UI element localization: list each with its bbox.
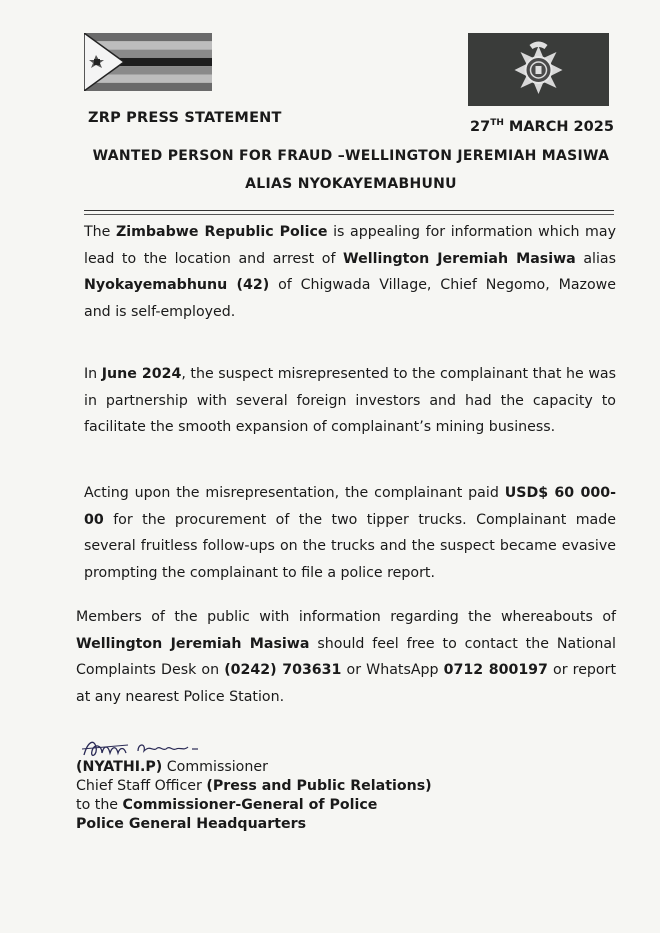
zrp-emblem [468,33,609,106]
date-rest: MARCH 2025 [503,119,614,135]
title-divider [84,210,614,211]
signatory-headquarters: Police General Headquarters [76,816,307,832]
signatory-to: to the [76,797,123,813]
headline-line-2: ALIAS NYOKAYEMABHUNU [245,176,457,192]
signatory-department: (Press and Public Relations) [206,778,432,794]
paragraph-incident: In June 2024, the suspect misrepresented to the complainant that he was in partnership with several foreign investors and had the capacity to facilitate the smooth expansion of complainant’s mining business. [84,366,617,435]
statement-type: ZRP PRESS STATEMENT [88,110,282,126]
date-day: 27 [470,119,491,135]
statement-date [470,118,614,135]
date-suffix: TH [490,118,504,128]
signatory-name: (NYATHI.P) [76,759,163,775]
signatory-rank: Commissioner [162,759,268,775]
paragraph-appeal: The Zimbabwe Republic Police is appealing for information which may lead to the location and arrest of Wellington Jeremiah Masiwa alias Nyokayemabhunu (42) of Chigwada Village, Chief Negomo, Mazowe and is self-employed. [84,224,616,320]
title-divider-secondary [84,214,614,215]
paragraph-contact: Members of the public with information regarding the whereabouts of Wellington Jeremiah Masiwa should feel free to contact the National Complaints Desk on (0242) 703631 or WhatsApp 0712 800197 or report at any nearest Police Station. [76,609,617,705]
police-badge-icon [468,33,609,106]
headline-line-1: WANTED PERSON FOR FRAUD –WELLINGTON JEREMIAH MASIWA [92,148,610,164]
paragraph-payment: Acting upon the misrepresentation, the complainant paid USD$ 60 000-00 for the procurement of the two tipper trucks. Complainant made several fruitless follow-ups on the trucks and the suspect became evasive prompting the complainant to file a police report. [84,485,616,581]
signatory-office: Commissioner-General of Police [122,797,378,813]
signatory-title: Chief Staff Officer [76,778,207,794]
signature-block [76,758,432,834]
zimbabwe-flag-icon [84,33,212,91]
